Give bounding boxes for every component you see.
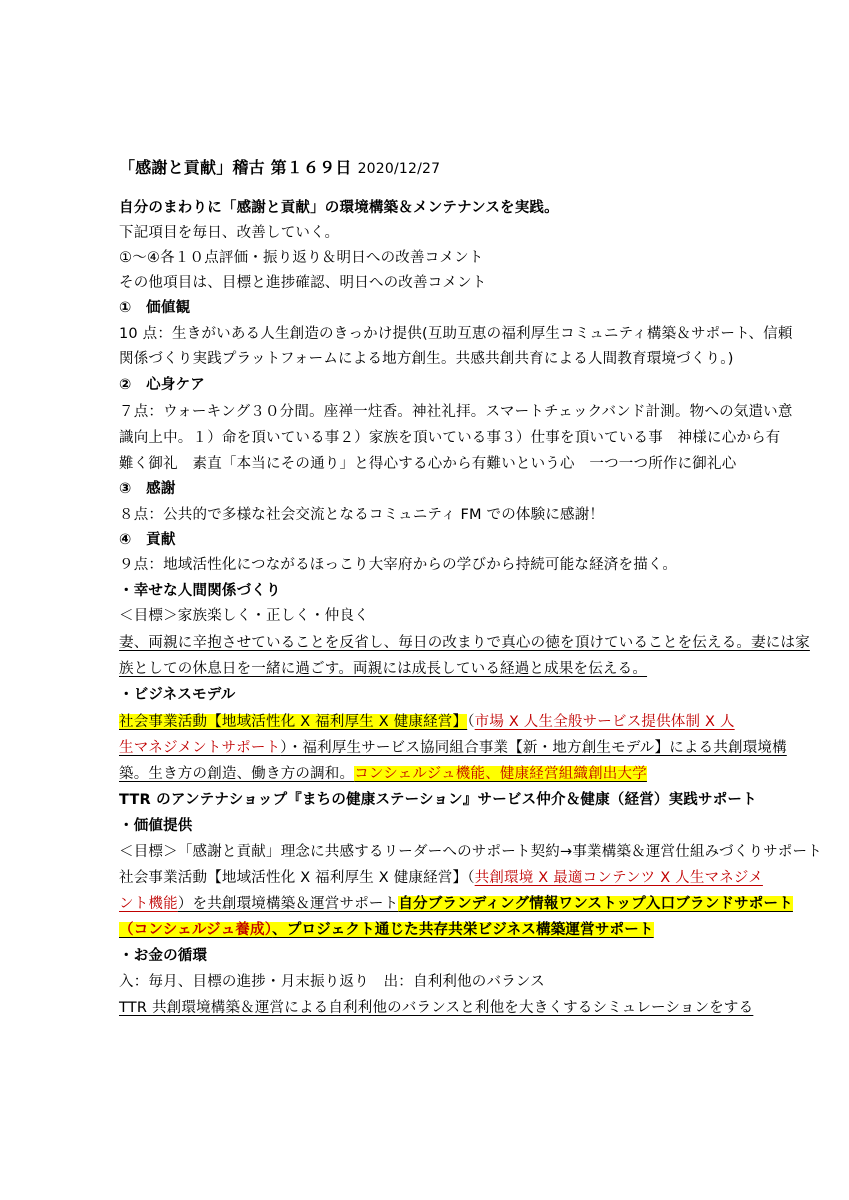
value-offer-red-2: ント機能 bbox=[119, 896, 178, 912]
money-text-2: TTR 共創環境構築＆運営による自利利他のバランスと利他を大きくするシミュレーションをする bbox=[119, 1000, 754, 1016]
business-text-2: ）・福利厚生サービス協同組合事業【新・地方創生モデル】による共創環境構 bbox=[280, 740, 787, 756]
section-gratitude-heading: ③ 感謝 bbox=[119, 481, 176, 497]
value-offer-highlight-3b: 、プロジェクト通じた共存共栄ビジネス構築運営サポート bbox=[272, 922, 654, 938]
business-line-3 bbox=[119, 763, 647, 785]
value-offer-goal: ＜目標＞「感謝と貢献」理念に共感するリーダーへのサポート契約→事業構築＆運営仕組みづくりサポート bbox=[119, 844, 822, 860]
antenna-shop-line: TTR のアンテナショップ『まちの健康ステーション』サービス仲介＆健康（経営）実践サポート bbox=[119, 792, 757, 808]
values-text-2: 関係づくり実践プラットフォームによる地方創生。共感共創共育による人間教育環境づくり。) bbox=[119, 351, 734, 367]
business-highlight-1: 社会事業活動【地域活性化 X 福利厚生 X 健康経営】 bbox=[119, 714, 468, 730]
section-relationships-heading: ・幸せな人間関係づくり bbox=[119, 583, 281, 599]
value-offer-line-1 bbox=[119, 867, 763, 889]
care-text-1: ７点：ウォーキング３０分間。座禅一炷香。神社礼拝。スマートチェックバンド計測。物への気遣い意 bbox=[119, 404, 793, 420]
value-offer-red-1: 共創環境 X 最適コンテンツ X 人生マネジメ bbox=[474, 870, 763, 886]
care-text-2: 識向上中。１）命を頂いている事２）家族を頂いている事３）仕事を頂いている事 神様に心から有 bbox=[119, 430, 781, 446]
gratitude-text: ８点：公共的で多様な社会交流となるコミュニティ FM での体験に感謝！ bbox=[119, 507, 605, 523]
care-text-3: 難く御礼 素直「本当にその通り」と得心する心から有難いという心 一つ一つ所作に御礼心 bbox=[119, 456, 737, 472]
section-care-heading: ② 心身ケア bbox=[119, 377, 205, 393]
relationships-text-2: 族としての休息日を一緒に過ごす。両親には成長している経過と成果を伝える。 bbox=[119, 661, 648, 677]
value-offer-highlight-2: 自分ブランディング情報ワンストップ入口ブランドサポート bbox=[398, 896, 793, 912]
page-title bbox=[119, 157, 440, 179]
relationships-text-1: 妻、両親に辛抱させていることを反省し、毎日の改まりで真心の徳を頂けていることを伝える。妻には家 bbox=[119, 635, 810, 651]
business-paren-open: （ bbox=[467, 714, 475, 730]
value-offer-highlight-3a: （コンシェルジュ養成） bbox=[119, 922, 273, 938]
section-contribution-heading: ④ 貢献 bbox=[119, 532, 176, 548]
business-line-1 bbox=[119, 711, 735, 733]
value-offer-line-2 bbox=[119, 893, 793, 915]
title-heading: 「感謝と貢献」稽古 第１６９日 bbox=[119, 158, 352, 177]
value-offer-text-1: 社会事業活動【地域活性化 X 福利厚生 X 健康経営】（ bbox=[119, 870, 475, 886]
intro-line-1: 下記項目を毎日、改善していく。 bbox=[119, 225, 340, 241]
contribution-text: ９点：地域活性化につながるほっこり大宰府からの学びから持続可能な経済を描く。 bbox=[119, 557, 678, 573]
business-text-3: 築。生き方の創造、働き方の調和。 bbox=[119, 766, 355, 782]
relationships-goal: ＜目標＞家族楽しく・正しく・仲良く bbox=[119, 608, 369, 624]
values-text-1: 10 点：生きがいある人生創造のきっかけ提供(互助互恵の福利厚生コミュニティ構築＆サポート、信頼 bbox=[119, 326, 793, 342]
business-red-1: 市場 X 人生全般サービス提供体制 X 人 bbox=[474, 714, 735, 730]
intro-heading: 自分のまわりに「感謝と貢献」の環境構築＆メンテナンスを実践。 bbox=[119, 200, 559, 216]
business-red-2: 生マネジメントサポート bbox=[119, 740, 281, 756]
value-offer-text-2: ）を共創環境構築＆運営サポート bbox=[177, 896, 399, 912]
business-highlight-3: コンシェルジュ機能、健康経営組織創出大学 bbox=[354, 766, 647, 782]
section-money-heading: ・お金の循環 bbox=[119, 948, 208, 964]
money-text-1: 入：毎月、目標の進捗・月末振り返り 出：自利利他のバランス bbox=[119, 974, 545, 990]
value-offer-line-3 bbox=[119, 919, 654, 941]
business-line-2 bbox=[119, 737, 787, 759]
section-value-offer-heading: ・価値提供 bbox=[119, 818, 193, 834]
title-date: 2020/12/27 bbox=[357, 161, 441, 177]
section-business-heading: ・ビジネスモデル bbox=[119, 687, 236, 703]
intro-line-2: ①～④各１０点評価・振り返り＆明日への改善コメント bbox=[119, 250, 484, 266]
section-values-heading: ① 価値観 bbox=[119, 300, 191, 316]
intro-line-3: その他項目は、目標と進捗確認、明日への改善コメント bbox=[119, 275, 487, 291]
